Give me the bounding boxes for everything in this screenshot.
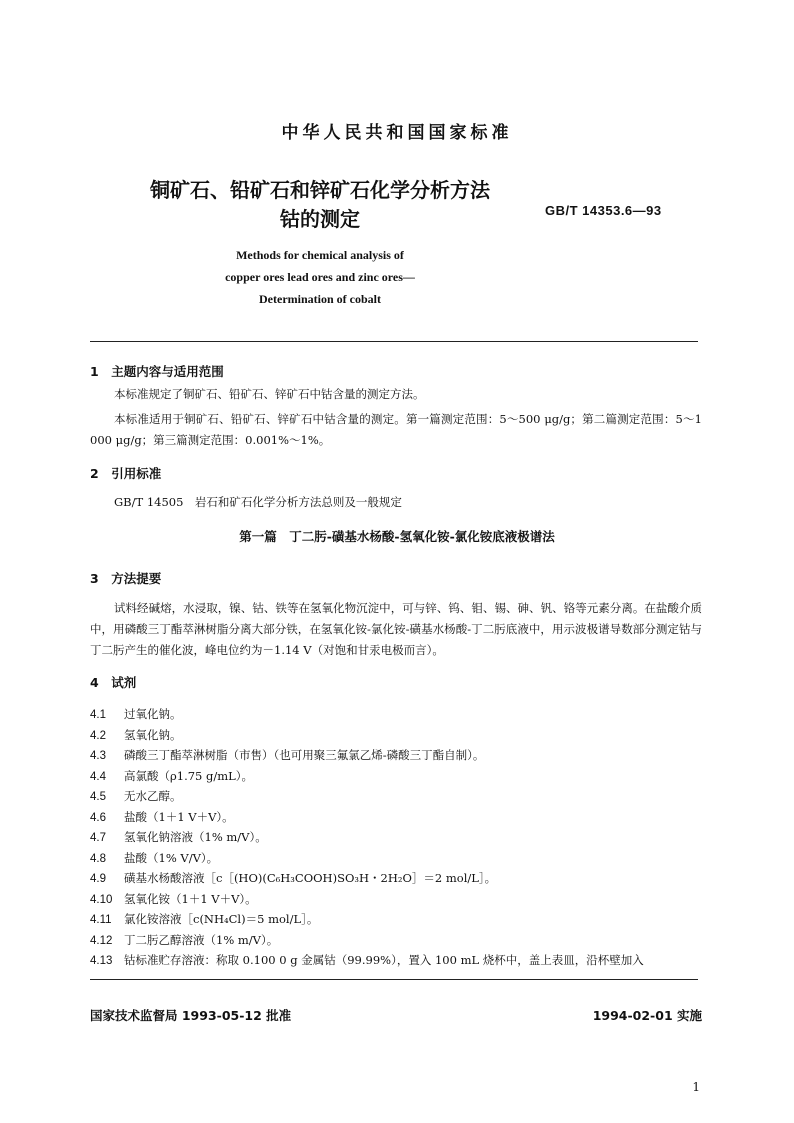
reagent-number: 4.7 [90,832,106,844]
reagent-item [90,727,702,743]
reagent-item [90,829,702,845]
reagent-number: 4.4 [90,770,106,783]
reagent-item [90,747,702,763]
reagent-text: 过氧化钠。 [124,707,182,721]
implementation-date: 1994-02-01 实施 [592,1008,702,1023]
document-title-cn-line1: 铜矿石、铅矿石和锌矿石化学分析方法 [150,178,490,202]
reagent-number: 4.8 [90,852,106,865]
reagent-item [90,768,702,784]
section-1-heading: 1 主题内容与适用范围 [90,364,224,379]
reagent-number: 4.13 [90,955,113,967]
section-4-heading: 4 试剂 [90,675,137,690]
section-2-reference: GB/T 14505 岩石和矿石化学分析方法总则及一般规定 [114,495,402,509]
section-3-heading: 3 方法提要 [90,571,162,586]
reagent-number: 4.1 [90,709,106,721]
reagent-item [90,870,702,886]
reagent-item [90,788,702,804]
section-3-paragraph: 试料经碱熔，水浸取，镍、钴、铁等在氢氧化物沉淀中，可与锌、钨、钼、锡、砷、钒、铬等元素分离。在盐酸介质中，用磷酸三丁酯萃淋树脂分离大部分铁，在氢氧化铵-氯化铵-磺基水杨酸-丁二肟底液中，用示波极谱导数部分测定钴与丁二肟产生的催化波，峰电位约为－1.14 V（对饱和甘汞电极而言）。 [90,601,702,657]
reagent-text: 氯化铵溶液［c(NH₄Cl)＝5 mol/L］。 [124,912,319,926]
reagent-number: 4.2 [90,729,106,742]
country-standard-title: 中华人民共和国国家标准 [281,123,513,143]
reagent-item [90,932,702,948]
reagent-text: 盐酸（1＋1 V＋V）。 [124,809,234,824]
standard-number: GB/T 14353.6—93 [545,203,662,218]
document-title-en-line2: copper ores lead ores and zinc ores— [225,270,415,284]
reagent-text: 磷酸三丁酯萃淋树脂（市售）（也可用聚三氟氯乙烯-磷酸三丁酯自制）。 [124,748,485,762]
section-2-heading: 2 引用标准 [90,466,162,481]
reagent-text: 钴标准贮存溶液：称取 0.100 0 g 金属钴（99.99%），置入 100 mL 烧杯中，盖上表皿，沿杯壁加入 [124,953,644,967]
section-1-paragraph-2: 本标准适用于铜矿石、铅矿石、锌矿石中钴含量的测定。第一篇测定范围：5～500 μg/g；第二篇测定范围：5～1 000 μg/g；第三篇测定范围：0.001%～1%。 [90,412,702,447]
reagent-text: 高氯酸（ρ1.75 g/mL）。 [124,768,254,783]
reagent-text: 盐酸（1% V/V）。 [124,850,219,865]
reagent-item [90,809,702,825]
reagent-number: 4.6 [90,811,106,824]
page-number: 1 [692,1080,700,1094]
reagent-number: 4.10 [90,893,113,906]
reagent-number: 4.5 [90,791,106,803]
reagent-item [90,706,702,722]
part-1-title: 第一篇 丁二肟-磺基水杨酸-氢氧化铵-氯化铵底液极谱法 [239,529,555,544]
reagent-item [90,911,702,927]
reagent-text: 无水乙醇。 [124,789,182,803]
section-1-paragraph-1: 本标准规定了铜矿石、铅矿石、锌矿石中钴含量的测定方法。 [114,387,425,401]
reagent-text: 磺基水杨酸溶液［c［(HO)(C₆H₃COOH)SO₃H・2H₂O］＝2 mol/L］。 [124,871,497,885]
approval-date: 国家技术监督局 1993-05-12 批准 [90,1008,292,1023]
reagent-text: 氢氧化钠。 [124,727,182,742]
document-title-en-line1: Methods for chemical analysis of [236,248,404,262]
reagent-text: 氢氧化铵（1＋1 V＋V）。 [124,891,257,906]
header-divider [90,341,698,342]
reagent-number: 4.3 [90,750,106,762]
reagent-number: 4.11 [90,914,112,926]
reagent-item [90,952,702,968]
document-title-cn-line2: 钴的测定 [280,207,360,231]
document-title-en-line3: Determination of cobalt [259,292,381,306]
reagent-item [90,850,702,866]
reagent-item [90,891,702,907]
reagent-text: 氢氧化钠溶液（1% m/V）。 [124,830,267,844]
reagent-number: 4.12 [90,934,113,947]
reagent-number: 4.9 [90,873,106,885]
reagent-text: 丁二肟乙醇溶液（1% m/V）。 [124,932,279,947]
footer-divider [90,979,698,980]
